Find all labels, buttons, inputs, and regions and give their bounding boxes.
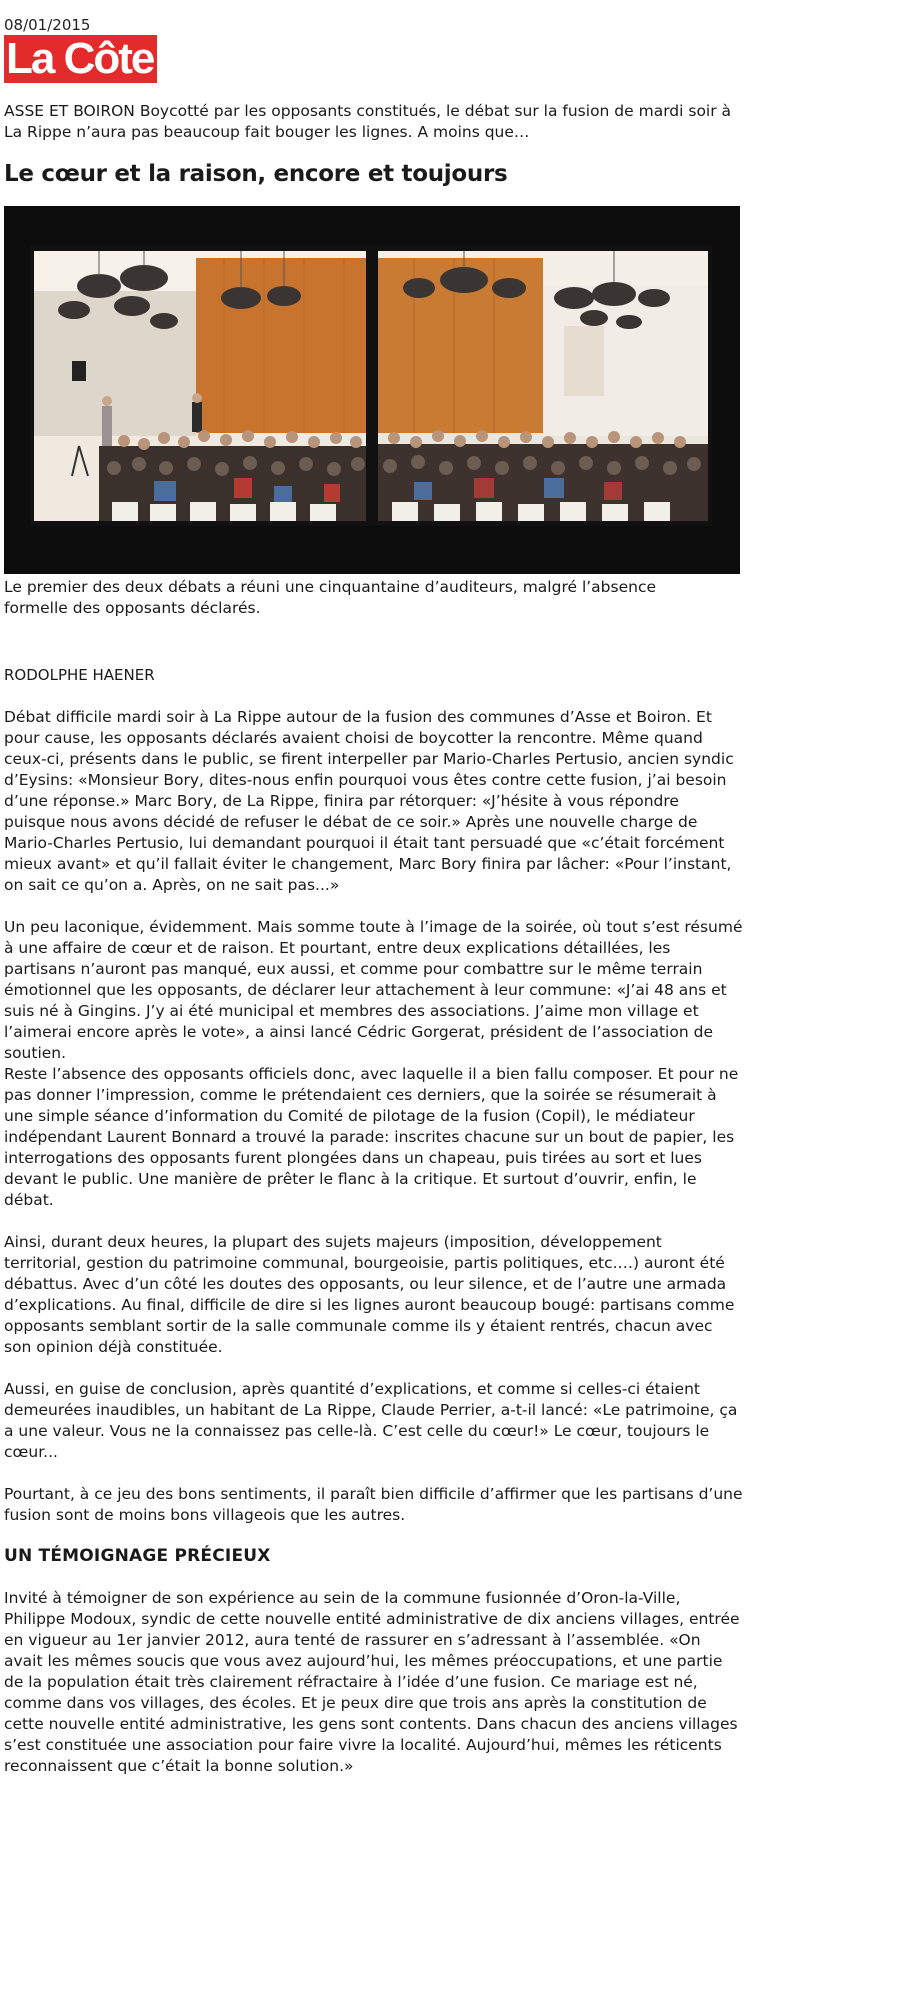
article-headline: Le cœur et la raison, encore et toujours (4, 161, 508, 187)
body-paragraph: Débat difficile mardi soir à La Rippe autour de la fusion des communes d’Asse et Boiron. Et pour cause, les opposants déclarés avaient choisi de boycotter la rencontre. Même quand ceux-ci, présents dans le public, se firent interpeller par Mario-Charles Pertusio, ancien syndic d’Eysins: «Monsieur Bory, dites-nous enfin pourquoi vous êtes contre cette fusion, j’ai besoin d’une réponse.» Marc Bory, de La Rippe, finira par rétorquer: «J’hésite à vous répondre puisque nous avons décidé de refuser le débat de ce soir.» Après une nouvelle charge de Mario-Charles Pertusio, lui demandant pourquoi il était tant persuadé que «c’était forcément mieux avant» et qu’il fallait éviter le changement, Marc Bory finira par lâcher: «Pour l’instant, on sait ce qu’on a. Après, on ne sait pas...» (4, 708, 734, 894)
publication-date: 08/01/2015 (4, 16, 91, 34)
author-byline: RODOLPHE HAENER (4, 666, 155, 684)
body-paragraph: Pourtant, à ce jeu des bons sentiments, il paraît bien difficile d’affirmer que les partisans d’une fusion sont de moins bons villageois que les autres. (4, 1485, 743, 1524)
body-paragraph: Invité à témoigner de son expérience au sein de la commune fusionnée d’Oron-la-Ville, Philippe Modoux, syndic de cette nouvelle entité administrative de dix anciens villages, entrée en vigueur au 1er janvier 2012, aura tenté de rassurer en s’adressant à l’assemblée. «On avait les mêmes soucis que vous avez aujourd’hui, les mêmes préoccupations, et une partie de la population était très clairement réfractaire à l’idée d’une fusion. Ce mariage est né, comme dans vos villages, des écoles. Et je peux dire que trois ans après la constitution de cette nouvelle entité administrative, les gens sont contents. Dans chacun des anciens villages s’est constituée une association pour faire vivre la localité. Aujourd’hui, mêmes les réticents reconnaissent que c’était la bonne solution.» (4, 1589, 740, 1775)
body-paragraph: Reste l’absence des opposants officiels donc, avec laquelle il a bien fallu composer. Et pour ne pas donner l’impression, comme le prétendaient ces derniers, que la soirée se résumerait à une simple séance d’information du Comité de pilotage de la fusion (Copil), le médiateur indépendant Laurent Bonnard a trouvé la parade: inscrites chacune sur un bout de papier, les interrogations des opposants furent plongées dans un chapeau, puis tirées au sort et lues devant le public. Une manière de prêter le flanc à la critique. Et surtout d’ouvrir, enfin, le débat. (4, 1065, 739, 1209)
article (4, 16, 743, 1777)
article-photo (4, 206, 740, 574)
body-paragraph: Un peu laconique, évidemment. Mais somme toute à l’image de la soirée, où tout s’est résumé à une affaire de cœur et de raison. Et pourtant, entre deux explications détaillées, les partisans n’auront pas manqué, eux aussi, et comme pour combattre sur le même terrain émotionnel que les opposants, de déclarer leur attachement à leur commune: «J’ai 48 ans et suis né à Gingins. J’y ai été municipal et membres des associations. J’aime mon village et l’aimerai encore après le vote», a ainsi lancé Cédric Gorgerat, président de l’association de soutien. (4, 918, 743, 1062)
body-paragraph: Aussi, en guise de conclusion, après quantité d’explications, et comme si celles-ci étaient demeurées inaudibles, un habitant de La Rippe, Claude Perrier, a-t-il lancé: «Le patrimoine, ça a une valeur. Vous ne la connaissez pas celle-là. C’est celle du cœur!» Le cœur, toujours le cœur... (4, 1380, 738, 1461)
photo-caption: Le premier des deux débats a réuni une cinquantaine d’auditeurs, malgré l’absence formelle des opposants déclarés. (4, 578, 657, 617)
body-paragraph: Ainsi, durant deux heures, la plupart des sujets majeurs (imposition, développement territorial, gestion du patrimoine communal, bourgeoisie, partis politiques, etc.…) auront été débattus. Avec d’un côté les doutes des opposants, ou leur silence, et de l’autre une armada d’explications. Au final, difficile de dire si les lignes auront beaucoup bougé: partisans comme opposants semblant sortir de la salle communale comme ils y étaient rentrés, chacun avec son opinion déjà constituée. (4, 1233, 735, 1356)
article-lead: ASSE ET BOIRON Boycotté par les opposants constitués, le débat sur la fusion de mardi soir à La Rippe n’aura pas beaucoup fait bouger les lignes. A moins que… (4, 102, 732, 141)
section-subhead: UN TÉMOIGNAGE PRÉCIEUX (4, 1546, 271, 1566)
newspaper-logo: La Côte (4, 35, 157, 83)
